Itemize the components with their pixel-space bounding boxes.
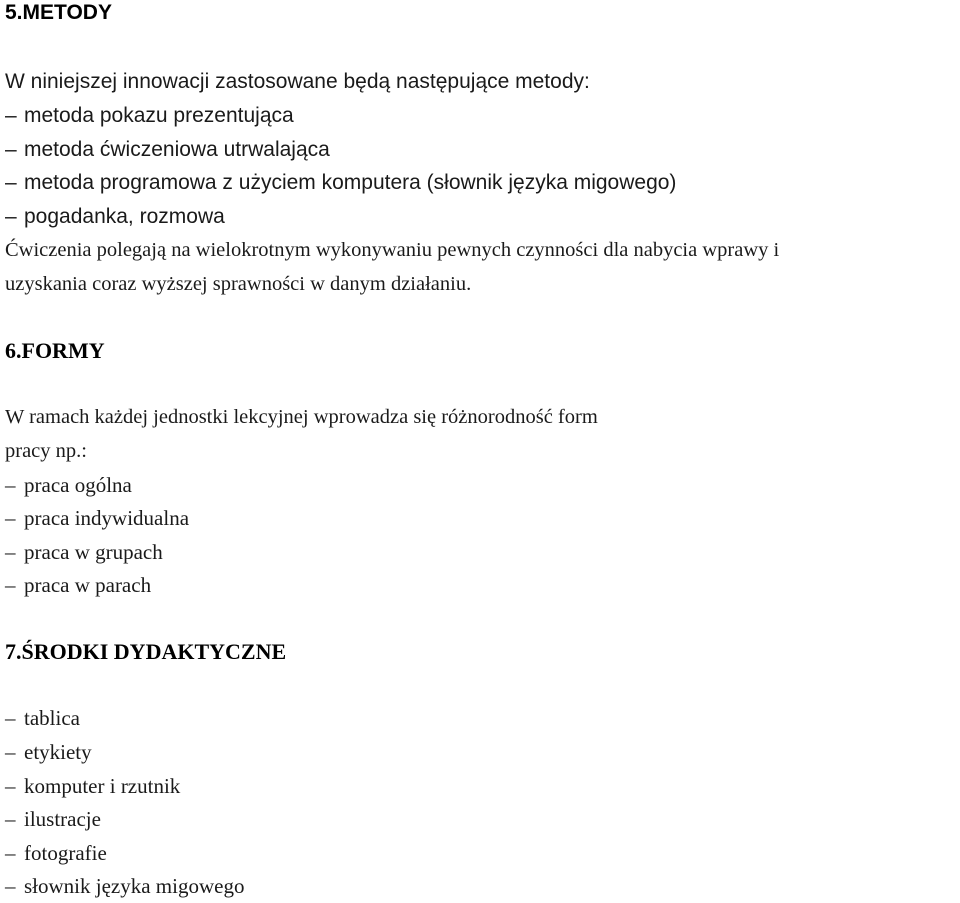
- list-item-label: metoda pokazu prezentująca: [24, 104, 294, 127]
- list-item: [5, 539, 163, 565]
- list-item: [5, 806, 101, 832]
- list-item-label: ilustracje: [24, 807, 101, 831]
- section-7-heading: 7.ŚRODKI DYDAKTYCZNE: [5, 639, 287, 664]
- list-item: [5, 873, 244, 899]
- dash-marker: –: [5, 171, 17, 194]
- section-5-intro: W niniejszej innowacji zastosowane będą następujące metody:: [5, 70, 590, 93]
- list-item: [5, 705, 80, 731]
- list-item-label: praca indywidualna: [24, 506, 190, 530]
- dash-marker: –: [5, 104, 17, 127]
- dash-marker: –: [5, 841, 16, 865]
- list-item: [5, 739, 92, 765]
- section-6-intro-line-1: W ramach każdej jednostki lekcyjnej wprowadza się różnorodność form: [5, 406, 598, 428]
- list-item: [5, 472, 132, 498]
- list-item-label: praca w grupach: [24, 540, 163, 564]
- list-item-label: słownik języka migowego: [24, 874, 245, 898]
- list-item: [5, 572, 151, 598]
- dash-marker: –: [5, 807, 16, 831]
- section-6-heading: 6.FORMY: [5, 338, 105, 363]
- list-item-label: praca w parach: [24, 573, 152, 597]
- list-item-label: fotografie: [24, 841, 107, 865]
- list-item: [5, 170, 676, 196]
- list-item: [5, 773, 180, 799]
- list-item: [5, 137, 330, 163]
- list-item-label: tablica: [24, 706, 80, 730]
- list-item: [5, 103, 294, 129]
- section-5-paragraph-line-2: uzyskania coraz wyższej sprawności w danym działaniu.: [5, 273, 472, 295]
- section-5-paragraph-line-1: Ćwiczenia polegają na wielokrotnym wykonywaniu pewnych czynności dla nabycia wprawy i: [5, 239, 780, 261]
- list-item-label: praca ogólna: [24, 473, 132, 497]
- section-5-heading: 5.METODY: [5, 1, 112, 24]
- dash-marker: –: [5, 506, 16, 530]
- dash-marker: –: [5, 540, 16, 564]
- dash-marker: –: [5, 706, 16, 730]
- list-item-label: metoda ćwiczeniowa utrwalająca: [24, 138, 330, 161]
- list-item-label: etykiety: [24, 740, 92, 764]
- dash-marker: –: [5, 573, 16, 597]
- dash-marker: –: [5, 138, 17, 161]
- dash-marker: –: [5, 205, 17, 228]
- dash-marker: –: [5, 774, 16, 798]
- dash-marker: –: [5, 740, 16, 764]
- dash-marker: –: [5, 473, 16, 497]
- list-item: [5, 505, 189, 531]
- list-item-label: metoda programowa z użyciem komputera (słownik języka migowego): [24, 171, 677, 194]
- list-item-label: komputer i rzutnik: [24, 774, 181, 798]
- list-item: [5, 840, 107, 866]
- list-item-label: pogadanka, rozmowa: [24, 205, 225, 228]
- dash-marker: –: [5, 874, 16, 898]
- list-item: [5, 204, 225, 230]
- section-6-intro-line-2: pracy np.:: [5, 440, 87, 462]
